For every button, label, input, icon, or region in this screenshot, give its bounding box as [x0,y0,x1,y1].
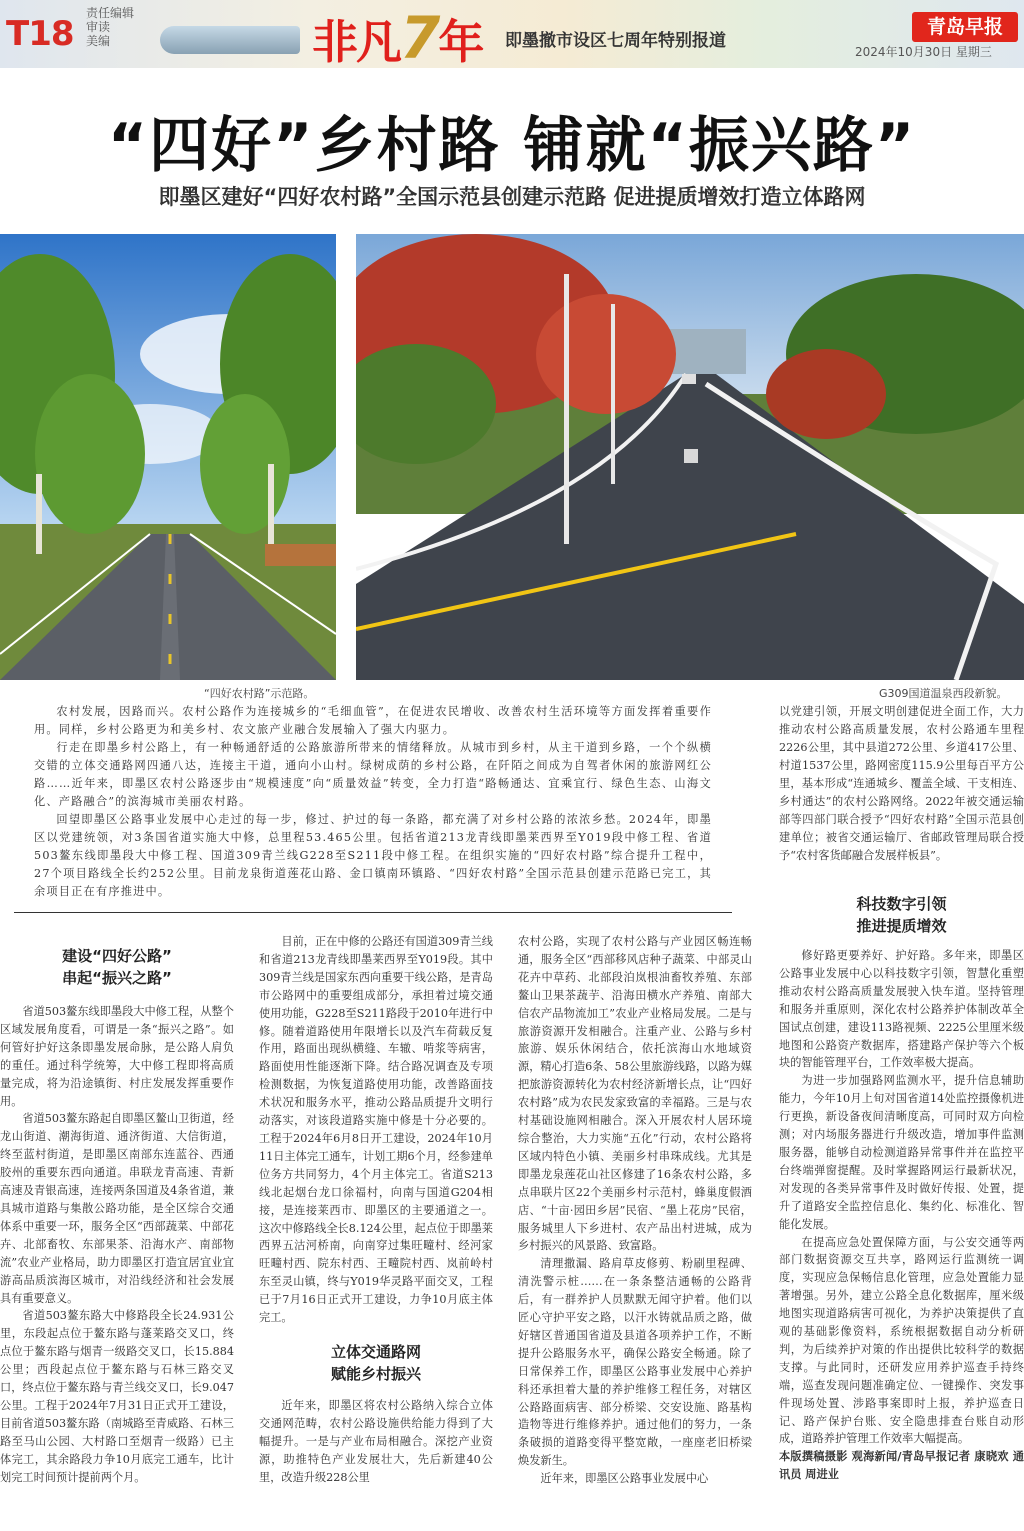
headline: “四好”乡村路 铺就“振兴路” [107,111,917,181]
train-illustration [160,26,300,54]
special-logo-number: 7 [400,4,439,72]
column-1 [0,945,234,1486]
section-1-title-line1: 建设“四好公路” [62,947,172,965]
highway-g309-photo [356,234,1024,680]
editor-credits [86,6,134,48]
right-photo-caption: G309国道温泉西段新貌。 [879,687,1008,700]
lead-paragraph: 农村发展，因路而兴。农村公路作为连接城乡的“毛细血管”，在促进农民增收、改善农村生活环境等方面发挥着重要作用。同样，乡村公路更为和美乡村、农文旅产业融合发展输入了强大内驱力。 [34,705,712,736]
article-paragraph: 近年来，即墨区公路事业发展中心 [540,1472,709,1486]
page-header [0,0,1024,72]
designer-line: 美编 [86,34,111,48]
lead-paragraph: 回望即墨区公路事业发展中心走过的每一步，修过、护过的每一条路，都充满了对乡村公路的浓浓乡愁。2024年，即墨区以党建统领，对3条国省道实施大中修，总里程53.465公里。包括省道213龙青线即墨莱西界至Y019段中修工程、省道503鳌东线即墨段大中修工程、国道309青兰线G228至S211段中修工程。在组织实施的“四好农村路”综合提升工程中，27个项目路线全长约252公里。目前龙泉街道莲花山路、金口镇南环镇路、“四好农村路”全国示范县创建示范路已完工，其余项目正在有序推进中。 [34,813,712,898]
article-paragraph: 在提高应急处置保障方面，与公安交通等两部门数据资源交互共享，路网运行监测统一调度，实现应急保畅信息化管理，应急处置能力显著增强。另外，建立公路全息化数据库，厘米级地图实现道路病害可视化，为养护决策提供了直观的基础影像资料，系统根据数据自动分析研判，为后续养护对策的作出提供比较科学的数据支撑。与此同时，还研发应用养护巡查手持终端，巡查发现问题准确定位、一键操作、突发事件现场处置、涉路事案即时上报，养护巡查日记、路产保护台账、安全隐患排查台账自动形成，道路养护管理工作效率大幅提高。 [779,1235,1024,1446]
section-3-title-line2: 推进提质增效 [856,917,947,935]
section-2-title-line2: 赋能乡村振兴 [330,1364,421,1383]
section-1-title-line2: 串起“振兴之路” [62,969,172,987]
article-paragraph: 目前，正在中修的公路还有国道309青兰线和省道213龙青线即墨莱西界至Y019段。其中309青兰线是国家东西向重要干线公路，是青岛市公路网中的重要组成部分，承担着过境交通使用功能，G228至S211路段于2010年进行中修。随着道路使用年限增长以及汽车荷载反复作用，路面出现纵横缝、车辙、啃浆等病害，路面使用性能逐渐下降。结合路况调查及专项检测数据，为恢复道路使用功能，改善路面技术状况和服务水平，推动公路品质提升文明行动落实，对该段道路实施中修是十分必要的。工程于2024年6月8日开工建设，2024年10月11日主体完工通车，计划工期6个月，经参建单位务方共同努力，4个月主体完工。省道S213线北起烟台龙口徐福村，向南与国道G204相接，是连接莱西市、即墨区的主要通道之一。这次中修路线全长8.124公里，起点位于即墨莱西界五沽河桥南，向南穿过集旺疃村、经河家旺疃村西、院东村西、王疃院村西、岚前岭村东至灵山镇，终与Y019华灵路平面交叉，工程已于7月16日正式开工建设，力争10月底主体完工。 [259,935,493,1325]
special-logo-text: 非凡 [312,15,400,69]
article-paragraph: 为进一步加强路网监测水平，提升信息辅助能力，今年10月上旬对国省道14处监控摄像机进行更换，新设备夜间清晰度高，可同时双方向检测；对内场服务器进行升级改造，增加事件监测服务器，能够自动检测道路异常事件并在监控平台终端弹窗提醒。及时掌握路网运行最新状况，对发现的各类异常事件及时做好传报、处置，提升了道路安全监控信息化、集约化、标准化、智能化发展。 [779,1074,1024,1231]
column-4 [779,893,1024,1484]
newspaper-logo: 青岛早报 [912,12,1018,42]
special-report-logo [312,4,482,72]
article-paragraph: 近年来，即墨区将农村公路纳入综合立体交通网范畴，农村公路设施供给能力得到了大幅提升。一是与产业布局相融合。深挖产业资源，助推特色产业发展壮大，先后新建40公里，改造升级228公里 [259,1398,493,1484]
proofreader-line: 审读 [86,20,111,34]
section-3-title-line1: 科技数字引领 [856,895,947,913]
special-logo-suffix: 年 [438,15,483,69]
article-paragraph: 省道503鳌东路大中修路段全长24.931公里，东段起点位于鳌东路与蓬莱路交叉口，终点位于鳌东路与烟青一级路交叉口，长15.884公里；西段起点位于鳌东路与石林三路交叉口，终点位于鳌东路与青兰线交叉口，长9.047公里。工程于2024年7月31日正式开工建设，目前省道503鳌东路（南城路至青威路、石林三路至马山公园、大村路口至烟青一级路）已主体完工，其余路段力争10月底完工通车，比计划完工时间预计提前两个月。 [0,1309,234,1484]
issue-date: 2024年10月30日 星期三 [855,45,992,59]
page-number: T18 [6,14,74,54]
subheadline: 即墨区建好“四好农村路”全国示范县创建示范路 促进提质增效打造立体路网 [158,185,866,209]
left-photo-caption: “四好农村路”示范路。 [204,687,315,700]
column-3 [518,933,752,1488]
lead-section [34,703,712,901]
lead-continuation: 以党建引领，开展文明创建促进全面工作，大力推动农村公路高质量发展，农村公路通车里程2226公里，其中县道272公里、乡道417公里、村道1537公里，路网密度115.9公里每百平方公里，基本形成“连通城乡、覆盖全域、干支相连、乡村通达”的农村公路网络。2022年被交通运输部等四部门联合授予“四好农村路”全国示范县创建单位；被省交通运输厅、省邮政管理局联合授予“农村客货邮融合发展样板县”。 [779,705,1024,862]
tree-lined-road-photo [0,234,336,680]
editor-line: 责任编辑 [86,6,135,20]
section-2-title-line1: 立体交通路网 [330,1342,421,1361]
article-paragraph: 农村公路，实现了农村公路与产业园区畅连畅通，服务全区“西部移风店种子蔬菜、中部灵山花卉中草药、北部段泊岚根油畜牧养殖、东部鳌山卫果茶蔬芋、沿海田横水产养殖、南部大信农产品物流加工”农业产业格局发展。二是与旅游资源开发相融合。注重产业、公路与乡村旅游、娱乐休闲结合，依托滨海山水地域资源，精心打造6条、58公里旅游线路，以路为媒把旅游资源转化为农村经济新增长点，让“四好农村路”成为农民发家致富的幸福路。三是与农村基础设施网相融合。深入开展农村人居环境综合整治，大力实施“五化”行动，农村公路将区域内特色小镇、美丽乡村串珠成线。尤其是即墨龙泉莲花山社区修建了16条农村公路，多点串联片区22个美丽乡村示范村，蜂巢度假酒店、“十亩·园田乡居”民宿、“墨上花房”民宿，服务城里人下乡进村、农产品出村进城，成为乡村振兴的风景路、致富路。 [518,935,752,1253]
lead-paragraph: 行走在即墨乡村公路上，有一种畅通舒适的公路旅游所带来的情绪释放。从城市到乡村，从主干道到乡路，一个个纵横交错的立体交通路网四通八达，连接主干道，通向小山村。绿树成荫的乡村公路，在阡陌之间成为自驾者休闲的旅游网红公路……近年来，即墨区农村公路逐步由“规模速度”向“质量效益”转变，全力打造“路畅通达、宜乘宜行、绿色生态、山海文化、产路融合”的滨海城市美丽农村路。 [34,741,712,808]
column-2 [259,933,493,1486]
section-divider [14,912,732,913]
article-paragraph: 省道503鳌东线即墨段大中修工程，从整个区域发展角度看，可谓是一条“振兴之路”。如何管好护好这条即墨发展命脉，是公路人肩负的重任。通过科学统筹，大中修工程即将高质量完成，将为沿途镇街、村庄发展发挥重要作用。 [0,1005,234,1108]
special-report-title: 即墨撤市设区七周年特别报道 [505,31,726,51]
byline: 本版撰稿摄影 观海新闻/青岛早报记者 康晓欢 通讯员 周进业 [779,1449,1024,1482]
article-paragraph: 清理撒漏、路肩草皮修剪、粉刷里程碑、清洗警示桩……在一条条整洁通畅的公路背后，有一群养护人员默默无闻守护着。他们以匠心守护平安之路，以汗水铸就品质之路，做好辖区普通国省道及县道各项养护工作，不断提升公路服务水平，确保公路安全畅通。除了日常保养工作，即墨区公路事业发展中心养护科还承担着大量的养护维修工程任务，对辖区公路路面病害、部分桥梁、交安设施、路基构造物等进行维修养护。通过他们的努力，一条条破损的道路变得平整宽敞，一座座老旧桥梁焕发新生。 [518,1257,752,1468]
article-paragraph: 修好路更要养好、护好路。多年来，即墨区公路事业发展中心以科技数字引领，智慧化重塑推动农村公路高质量发展驶入快车道。坚持管理和服务并重原则，深化农村公路养护体制改革全国试点创建，建设113路视频、2225公里厘米级地图和公路资产数据库，搭建路产保护等六个板块的智能管理平台，工作效率极大提高。 [779,949,1024,1070]
article-paragraph: 省道503鳌东路起自即墨区鳌山卫街道，经龙山街道、潮海街道、通济街道、大信街道，终至蓝村街道，是即墨区南部东连蓝谷、西通胶州的重要东西向通道。串联龙青高速、青新高速及青银高速，连接两条国道及4条省道，兼具城市道路与集散公路功能，是全区综合交通体系中重要一环，服务全区“西部蔬菜、中部花卉、北部畜牧、东部果茶、沿海水产、南部物流”农业产业格局，助力即墨区打造宜居宜业宜游高品质滨海区城市，对沿线经济和社会发展具有重要意义。 [0,1112,234,1305]
